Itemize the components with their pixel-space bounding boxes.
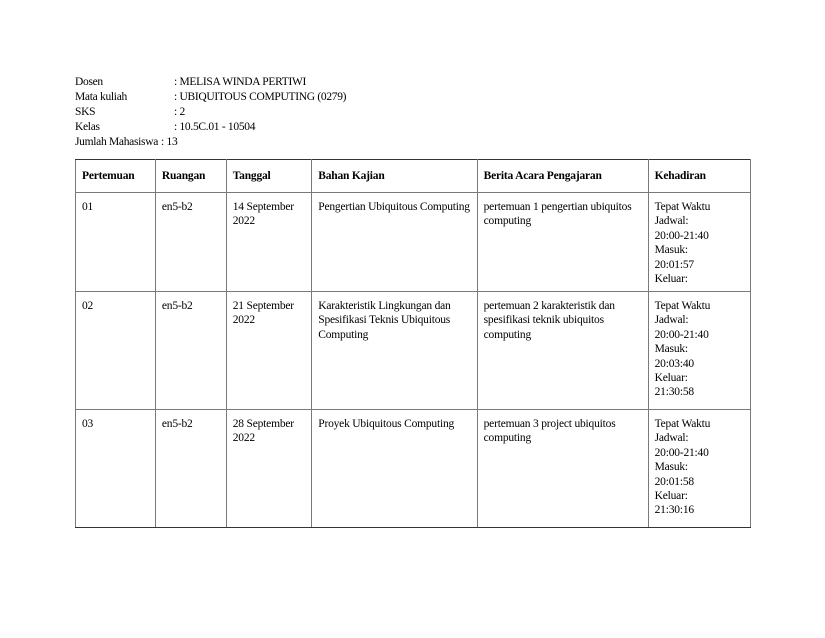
course-info bbox=[75, 75, 346, 150]
info-label-jumlah: Jumlah Mahasiswa bbox=[75, 136, 159, 148]
table-row bbox=[76, 292, 751, 410]
info-row-sks bbox=[75, 105, 346, 120]
info-row-dosen bbox=[75, 75, 346, 90]
kehadiran-status: Tepat Waktu bbox=[654, 201, 711, 213]
kehadiran-masuk-label: Masuk: bbox=[654, 244, 688, 257]
info-value-sks: : 2 bbox=[174, 106, 185, 118]
table-row bbox=[76, 410, 751, 528]
kehadiran-keluar-label: Keluar: bbox=[654, 273, 688, 286]
table-row bbox=[76, 193, 751, 292]
cell-bahan-kajian: Proyek Ubiquitous Computing bbox=[312, 410, 477, 528]
kehadiran-status: Tepat Waktu bbox=[654, 300, 711, 312]
kehadiran-keluar-value: 21:30:58 bbox=[654, 386, 694, 399]
cell-bahan-kajian: Pengertian Ubiquitous Computing bbox=[312, 193, 477, 292]
cell-berita-acara: pertemuan 3 project ubiquitos computing bbox=[477, 410, 648, 528]
cell-bahan-kajian: Karakteristik Lingkungan dan Spesifikasi Teknis Ubiquitous Computing bbox=[312, 292, 477, 410]
kehadiran-jadwal-label: Jadwal: bbox=[654, 215, 689, 228]
kehadiran-masuk-value: 20:01:57 bbox=[654, 258, 694, 271]
info-label-kelas: Kelas bbox=[75, 121, 100, 133]
kehadiran-masuk-label: Masuk: bbox=[654, 461, 688, 474]
kehadiran-keluar-value: 21:30:16 bbox=[654, 504, 694, 517]
header-kehadiran: Kehadiran bbox=[648, 160, 750, 193]
attendance-table bbox=[75, 159, 751, 528]
kehadiran-masuk-value: 20:03:40 bbox=[654, 357, 694, 370]
kehadiran-jadwal-label: Jadwal: bbox=[654, 432, 689, 445]
cell-kehadiran bbox=[648, 193, 750, 292]
kehadiran-jadwal-label: Jadwal: bbox=[654, 314, 689, 327]
cell-berita-acara: pertemuan 2 karakteristik dan spesifikasi teknik ubiquitos computing bbox=[477, 292, 648, 410]
cell-pertemuan: 03 bbox=[76, 410, 156, 528]
info-value-kelas: : 10.5C.01 - 10504 bbox=[174, 121, 256, 133]
info-row-kelas bbox=[75, 120, 346, 135]
cell-kehadiran bbox=[648, 292, 750, 410]
cell-ruangan: en5-b2 bbox=[155, 410, 226, 528]
cell-pertemuan: 01 bbox=[76, 193, 156, 292]
kehadiran-masuk-label: Masuk: bbox=[654, 343, 688, 356]
header-pertemuan: Pertemuan bbox=[76, 160, 156, 193]
info-label-mata-kuliah: Mata kuliah bbox=[75, 91, 127, 103]
kehadiran-jadwal-value: 20:00-21:40 bbox=[654, 328, 709, 341]
kehadiran-jadwal-value: 20:00-21:40 bbox=[654, 446, 709, 459]
info-row-mata-kuliah bbox=[75, 90, 346, 105]
cell-tanggal: 28 September 2022 bbox=[226, 410, 312, 528]
cell-ruangan: en5-b2 bbox=[155, 193, 226, 292]
cell-tanggal: 14 September 2022 bbox=[226, 193, 312, 292]
info-label-sks: SKS bbox=[75, 106, 96, 118]
cell-tanggal: 21 September 2022 bbox=[226, 292, 312, 410]
info-label-dosen: Dosen bbox=[75, 76, 103, 88]
info-value-dosen: : MELISA WINDA PERTIWI bbox=[174, 76, 307, 88]
info-value-jumlah: : 13 bbox=[161, 136, 178, 148]
cell-ruangan: en5-b2 bbox=[155, 292, 226, 410]
header-ruangan: Ruangan bbox=[155, 160, 226, 193]
header-tanggal: Tanggal bbox=[226, 160, 312, 193]
info-value-mata-kuliah: : UBIQUITOUS COMPUTING (0279) bbox=[174, 91, 347, 103]
kehadiran-masuk-value: 20:01:58 bbox=[654, 475, 694, 488]
info-row-jumlah bbox=[75, 135, 346, 150]
kehadiran-status: Tepat Waktu bbox=[654, 418, 711, 430]
kehadiran-jadwal-value: 20:00-21:40 bbox=[654, 229, 709, 242]
header-bahan-kajian: Bahan Kajian bbox=[312, 160, 477, 193]
cell-berita-acara: pertemuan 1 pengertian ubiquitos computing bbox=[477, 193, 648, 292]
kehadiran-keluar-label: Keluar: bbox=[654, 372, 688, 385]
header-berita-acara: Berita Acara Pengajaran bbox=[477, 160, 648, 193]
cell-kehadiran bbox=[648, 410, 750, 528]
table-header-row bbox=[76, 160, 751, 193]
cell-pertemuan: 02 bbox=[76, 292, 156, 410]
kehadiran-keluar-label: Keluar: bbox=[654, 490, 688, 503]
